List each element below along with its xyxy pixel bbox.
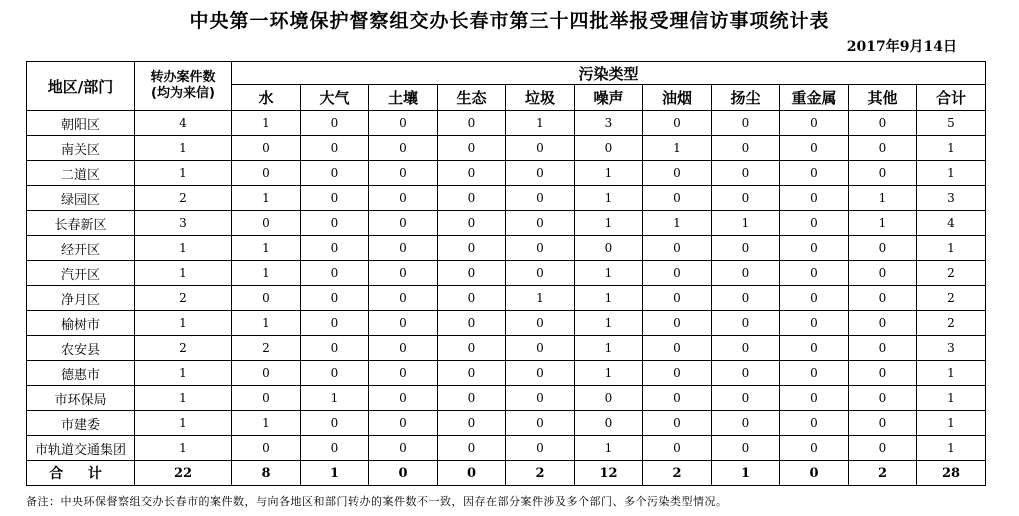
- value-cell: 2: [917, 311, 986, 336]
- pollution-type-header: 油烟: [643, 85, 712, 111]
- value-cell: 1: [917, 411, 986, 436]
- total-value: 2: [849, 461, 917, 486]
- value-cell: 0: [301, 211, 369, 236]
- table-row: [27, 236, 986, 261]
- value-cell: 0: [712, 186, 780, 211]
- value-cell: 1: [643, 136, 712, 161]
- value-cell: 2: [135, 336, 232, 361]
- footnote: 备注：中央环保督察组交办长春市的案件数，与向各地区和部门转办的案件数不一致，因存在部分案件涉及多个部门、多个污染类型情况。: [26, 495, 728, 508]
- value-cell: 0: [369, 386, 438, 411]
- value-cell: 1: [232, 236, 301, 261]
- region-cell: 朝阳区: [27, 111, 135, 136]
- value-cell: 0: [780, 261, 849, 286]
- value-cell: 0: [369, 436, 438, 461]
- value-cell: 0: [643, 411, 712, 436]
- value-cell: 0: [780, 211, 849, 236]
- region-cell: 市轨道交通集团: [27, 436, 135, 461]
- value-cell: 2: [135, 186, 232, 211]
- value-cell: 2: [135, 286, 232, 311]
- value-cell: 0: [438, 386, 506, 411]
- value-cell: 1: [232, 411, 301, 436]
- value-cell: 0: [849, 311, 917, 336]
- value-cell: 0: [712, 311, 780, 336]
- value-cell: 0: [438, 411, 506, 436]
- value-cell: 1: [135, 261, 232, 286]
- value-cell: 0: [643, 386, 712, 411]
- value-cell: 0: [780, 336, 849, 361]
- value-cell: 1: [575, 436, 643, 461]
- value-cell: 4: [917, 211, 986, 236]
- value-cell: 1: [849, 186, 917, 211]
- region-cell: 德惠市: [27, 361, 135, 386]
- value-cell: 0: [780, 111, 849, 136]
- value-cell: 0: [301, 311, 369, 336]
- value-cell: 0: [232, 286, 301, 311]
- value-cell: 0: [506, 361, 575, 386]
- value-cell: 0: [506, 186, 575, 211]
- total-value: 22: [135, 461, 232, 486]
- value-cell: 1: [575, 286, 643, 311]
- value-cell: 0: [780, 236, 849, 261]
- value-cell: 0: [506, 386, 575, 411]
- value-cell: 1: [232, 261, 301, 286]
- region-cell: 农安县: [27, 336, 135, 361]
- value-cell: 0: [712, 136, 780, 161]
- pollution-type-header: 土壤: [369, 85, 438, 111]
- value-cell: 0: [369, 261, 438, 286]
- value-cell: 1: [917, 436, 986, 461]
- value-cell: 0: [506, 411, 575, 436]
- value-cell: 1: [135, 161, 232, 186]
- value-cell: 0: [575, 411, 643, 436]
- value-cell: 0: [301, 111, 369, 136]
- value-cell: 0: [712, 336, 780, 361]
- value-cell: 1: [575, 361, 643, 386]
- total-row: [27, 461, 986, 486]
- value-cell: 2: [232, 336, 301, 361]
- value-cell: 0: [780, 361, 849, 386]
- total-value: 12: [575, 461, 643, 486]
- value-cell: 0: [849, 336, 917, 361]
- total-value: 8: [232, 461, 301, 486]
- cases-header-line1: 转办案件数: [150, 70, 216, 85]
- value-cell: 0: [438, 186, 506, 211]
- value-cell: 1: [232, 311, 301, 336]
- statistics-table: [26, 61, 986, 486]
- total-value: 1: [712, 461, 780, 486]
- value-cell: 0: [506, 311, 575, 336]
- value-cell: 0: [369, 161, 438, 186]
- value-cell: 3: [135, 211, 232, 236]
- value-cell: 1: [506, 286, 575, 311]
- value-cell: 0: [780, 386, 849, 411]
- value-cell: 0: [849, 411, 917, 436]
- value-cell: 0: [369, 236, 438, 261]
- value-cell: 0: [438, 261, 506, 286]
- value-cell: 0: [643, 361, 712, 386]
- region-cell: 汽开区: [27, 261, 135, 286]
- table-row: [27, 261, 986, 286]
- value-cell: 0: [438, 236, 506, 261]
- table-row: [27, 311, 986, 336]
- value-cell: 0: [369, 136, 438, 161]
- value-cell: 1: [301, 386, 369, 411]
- region-cell: 市建委: [27, 411, 135, 436]
- value-cell: 0: [643, 261, 712, 286]
- value-cell: 0: [780, 136, 849, 161]
- value-cell: 0: [301, 411, 369, 436]
- value-cell: 1: [917, 136, 986, 161]
- value-cell: 0: [506, 136, 575, 161]
- value-cell: 0: [780, 411, 849, 436]
- value-cell: 0: [369, 336, 438, 361]
- value-cell: 1: [917, 161, 986, 186]
- total-value: 28: [917, 461, 986, 486]
- total-label: 合 计: [27, 461, 135, 486]
- value-cell: 2: [917, 286, 986, 311]
- value-cell: 0: [849, 136, 917, 161]
- region-cell: 市环保局: [27, 386, 135, 411]
- value-cell: 0: [780, 436, 849, 461]
- value-cell: 0: [575, 136, 643, 161]
- value-cell: 0: [506, 161, 575, 186]
- page-title: 中央第一环境保护督察组交办长春市第三十四批举报受理信访事项统计表: [189, 10, 830, 32]
- pollution-type-header: 垃圾: [506, 85, 575, 111]
- value-cell: 0: [438, 286, 506, 311]
- value-cell: 0: [712, 386, 780, 411]
- value-cell: 0: [780, 161, 849, 186]
- value-cell: 1: [712, 211, 780, 236]
- pollution-type-group-header: 污染类型: [232, 62, 986, 85]
- value-cell: 0: [232, 436, 301, 461]
- pollution-type-header: 重金属: [780, 85, 849, 111]
- region-cell: 长春新区: [27, 211, 135, 236]
- value-cell: 1: [135, 136, 232, 161]
- region-cell: 净月区: [27, 286, 135, 311]
- value-cell: 1: [232, 186, 301, 211]
- value-cell: 1: [506, 111, 575, 136]
- value-cell: 0: [643, 161, 712, 186]
- pollution-type-header: 噪声: [575, 85, 643, 111]
- value-cell: 4: [135, 111, 232, 136]
- pollution-type-header: 其他: [849, 85, 917, 111]
- value-cell: 0: [232, 161, 301, 186]
- region-cell: 榆树市: [27, 311, 135, 336]
- total-value: 1: [301, 461, 369, 486]
- value-cell: 0: [438, 136, 506, 161]
- value-cell: 0: [712, 286, 780, 311]
- region-cell: 经开区: [27, 236, 135, 261]
- value-cell: 0: [438, 311, 506, 336]
- value-cell: 0: [232, 211, 301, 236]
- value-cell: 0: [643, 236, 712, 261]
- region-cell: 二道区: [27, 161, 135, 186]
- value-cell: 0: [643, 111, 712, 136]
- value-cell: 0: [506, 436, 575, 461]
- value-cell: 3: [917, 186, 986, 211]
- value-cell: 1: [917, 361, 986, 386]
- value-cell: 1: [575, 336, 643, 361]
- value-cell: 0: [849, 261, 917, 286]
- value-cell: 0: [575, 236, 643, 261]
- value-cell: 5: [917, 111, 986, 136]
- value-cell: 0: [712, 236, 780, 261]
- value-cell: 0: [301, 361, 369, 386]
- value-cell: 0: [369, 111, 438, 136]
- value-cell: 0: [506, 261, 575, 286]
- value-cell: 0: [643, 186, 712, 211]
- pollution-type-header: 扬尘: [712, 85, 780, 111]
- table-row: [27, 111, 986, 136]
- table-row: [27, 161, 986, 186]
- value-cell: 1: [575, 211, 643, 236]
- value-cell: 0: [232, 386, 301, 411]
- table-row: [27, 136, 986, 161]
- value-cell: 0: [438, 361, 506, 386]
- value-cell: 0: [712, 436, 780, 461]
- value-cell: 0: [712, 411, 780, 436]
- table-row: [27, 436, 986, 461]
- value-cell: 1: [135, 386, 232, 411]
- value-cell: 0: [780, 286, 849, 311]
- value-cell: 0: [301, 286, 369, 311]
- pollution-type-header: 生态: [438, 85, 506, 111]
- value-cell: 0: [643, 311, 712, 336]
- region-cell: 绿园区: [27, 186, 135, 211]
- value-cell: 0: [849, 386, 917, 411]
- value-cell: 0: [232, 361, 301, 386]
- value-cell: 1: [575, 186, 643, 211]
- value-cell: 0: [301, 236, 369, 261]
- cases-header-line2: (均为来信): [151, 86, 215, 101]
- value-cell: 0: [369, 311, 438, 336]
- value-cell: 1: [232, 111, 301, 136]
- pollution-type-header: 水: [232, 85, 301, 111]
- value-cell: 0: [506, 236, 575, 261]
- value-cell: 1: [135, 361, 232, 386]
- value-cell: 0: [849, 236, 917, 261]
- value-cell: 3: [575, 111, 643, 136]
- value-cell: 1: [917, 386, 986, 411]
- value-cell: 0: [301, 336, 369, 361]
- value-cell: 1: [917, 236, 986, 261]
- total-value: 2: [643, 461, 712, 486]
- value-cell: 0: [712, 261, 780, 286]
- table-row: [27, 361, 986, 386]
- value-cell: 0: [369, 411, 438, 436]
- value-cell: 1: [135, 436, 232, 461]
- value-cell: 1: [849, 211, 917, 236]
- value-cell: 0: [301, 161, 369, 186]
- value-cell: 0: [232, 136, 301, 161]
- value-cell: 1: [135, 311, 232, 336]
- value-cell: 0: [643, 286, 712, 311]
- value-cell: 0: [438, 336, 506, 361]
- value-cell: 3: [917, 336, 986, 361]
- value-cell: 0: [712, 161, 780, 186]
- value-cell: 2: [917, 261, 986, 286]
- value-cell: 1: [135, 236, 232, 261]
- table-row: [27, 286, 986, 311]
- value-cell: 0: [369, 186, 438, 211]
- pollution-type-header: 大气: [301, 85, 369, 111]
- value-cell: 0: [849, 436, 917, 461]
- value-cell: 0: [438, 161, 506, 186]
- value-cell: 1: [643, 211, 712, 236]
- cases-header: [135, 62, 232, 111]
- value-cell: 0: [712, 361, 780, 386]
- table-row: [27, 211, 986, 236]
- value-cell: 1: [575, 161, 643, 186]
- region-cell: 南关区: [27, 136, 135, 161]
- table-row: [27, 386, 986, 411]
- total-value: 0: [780, 461, 849, 486]
- value-cell: 1: [575, 261, 643, 286]
- table-row: [27, 411, 986, 436]
- table-row: [27, 186, 986, 211]
- value-cell: 0: [643, 436, 712, 461]
- value-cell: 0: [849, 161, 917, 186]
- value-cell: 0: [301, 136, 369, 161]
- value-cell: 0: [369, 211, 438, 236]
- value-cell: 0: [712, 111, 780, 136]
- value-cell: 1: [575, 311, 643, 336]
- total-value: 0: [438, 461, 506, 486]
- value-cell: 0: [506, 211, 575, 236]
- value-cell: 0: [849, 361, 917, 386]
- total-value: 0: [369, 461, 438, 486]
- value-cell: 0: [849, 286, 917, 311]
- value-cell: 0: [301, 436, 369, 461]
- total-value: 2: [506, 461, 575, 486]
- report-date: 2017年9月14日: [846, 39, 957, 55]
- value-cell: 0: [849, 111, 917, 136]
- value-cell: 0: [301, 261, 369, 286]
- value-cell: 0: [506, 336, 575, 361]
- table-row: [27, 336, 986, 361]
- pollution-type-header: 合计: [917, 85, 986, 111]
- value-cell: 0: [369, 361, 438, 386]
- value-cell: 0: [438, 111, 506, 136]
- value-cell: 0: [780, 311, 849, 336]
- region-header: 地区/部门: [27, 62, 135, 111]
- value-cell: 0: [780, 186, 849, 211]
- value-cell: 0: [369, 286, 438, 311]
- value-cell: 0: [438, 211, 506, 236]
- value-cell: 0: [438, 436, 506, 461]
- value-cell: 1: [135, 411, 232, 436]
- value-cell: 0: [575, 386, 643, 411]
- value-cell: 0: [643, 336, 712, 361]
- value-cell: 0: [301, 186, 369, 211]
